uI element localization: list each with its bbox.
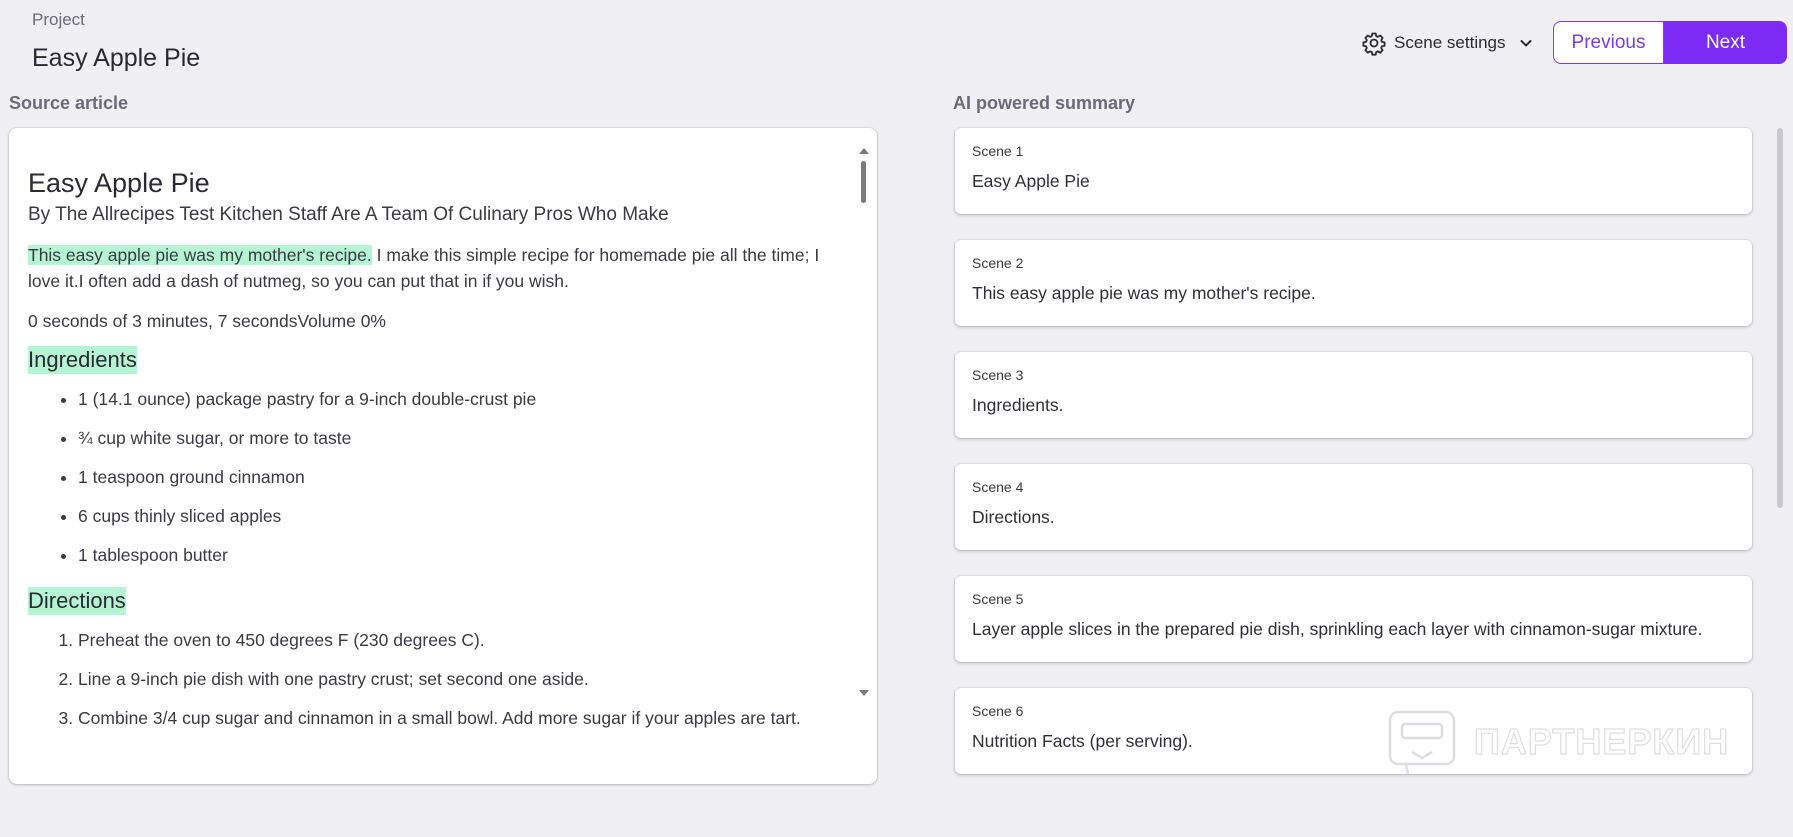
article-byline: By The Allrecipes Test Kitchen Staff Are A Team Of Culinary Pros Who Make xyxy=(28,204,669,225)
scene-card-4[interactable] xyxy=(955,464,1752,550)
scene-text[interactable]: Nutrition Facts (per serving). xyxy=(972,731,1193,751)
summary-heading: AI powered summary xyxy=(953,93,1136,113)
watermark xyxy=(1386,706,1729,778)
list-item: • ¾ cup white sugar, or more to taste xyxy=(78,419,828,458)
list-item: • 1 teaspoon ground cinnamon xyxy=(78,458,828,497)
partnerkin-logo-icon xyxy=(1386,706,1458,778)
watermark-text: ПАРТНЕРКИН xyxy=(1474,721,1730,762)
project-title: Easy Apple Pie xyxy=(32,44,201,72)
list-item: • 1 (14.1 ounce) package pastry for a 9-inch double-crust pie xyxy=(78,380,828,419)
article-scroll-area[interactable] xyxy=(9,128,864,728)
article-content xyxy=(9,150,864,830)
scene-label: Scene 6 xyxy=(972,703,1024,719)
intro-text: I make this simple recipe for homemade pie all the time; I love it.I often add a dash of nutmeg, so you can put that in if you wish. xyxy=(28,245,820,291)
scene-card-1[interactable] xyxy=(955,128,1752,214)
project-label: Project xyxy=(32,10,85,29)
scene-text[interactable]: Ingredients. xyxy=(972,395,1064,415)
list-item: • 1 tablespoon butter xyxy=(78,536,828,575)
article-title: Easy Apple Pie xyxy=(28,168,210,198)
scene-text[interactable]: Easy Apple Pie xyxy=(972,171,1090,191)
article-scrollbar[interactable] xyxy=(859,148,867,696)
scene-label: Scene 5 xyxy=(972,591,1024,607)
scene-card-2[interactable] xyxy=(955,240,1752,326)
scene-text[interactable]: This easy apple pie was my mother's recipe. xyxy=(972,283,1316,303)
directions-heading: Directions xyxy=(28,588,126,613)
article-intro xyxy=(28,242,828,294)
scene-text[interactable]: Layer apple slices in the prepared pie dish, sprinkling each layer with cinnamon-sugar mixture. xyxy=(972,619,1703,639)
video-status-line: 0 seconds of 3 minutes, 7 secondsVolume 0% xyxy=(28,311,386,331)
summary-scrollbar[interactable] xyxy=(1777,128,1783,508)
scene-settings-dropdown[interactable] xyxy=(1362,28,1534,58)
scene-card-5[interactable] xyxy=(955,576,1752,662)
previous-button[interactable]: Previous xyxy=(1553,21,1664,64)
scene-card-3[interactable] xyxy=(955,352,1752,438)
highlighted-sentence: This easy apple pie was my mother's recipe. xyxy=(28,245,372,265)
next-button[interactable]: Next xyxy=(1664,21,1787,64)
ingredients-list xyxy=(78,380,828,575)
scene-text[interactable]: Directions. xyxy=(972,507,1055,527)
scroll-up-arrow-icon[interactable] xyxy=(859,148,869,154)
scrollbar-thumb[interactable] xyxy=(861,161,866,203)
list-item: 3. Combine 3/4 cup sugar and cinnamon in a small bowl. Add more sugar if your apples are tart. xyxy=(78,699,828,738)
list-item: 1. Preheat the oven to 450 degrees F (230 degrees C). xyxy=(78,621,828,660)
list-item: 2. Line a 9-inch pie dish with one pastry crust; set second one aside. xyxy=(78,660,828,699)
scene-label: Scene 2 xyxy=(972,255,1024,271)
scene-label: Scene 3 xyxy=(972,367,1024,383)
scroll-down-arrow-icon[interactable] xyxy=(859,690,869,696)
directions-list xyxy=(78,621,828,738)
source-article-panel xyxy=(9,128,877,784)
list-item: • 6 cups thinly sliced apples xyxy=(78,497,828,536)
source-article-heading: Source article xyxy=(9,93,129,113)
navigation-buttons xyxy=(1553,21,1787,64)
scene-label: Scene 4 xyxy=(972,479,1024,495)
scene-label: Scene 1 xyxy=(972,143,1024,159)
summary-scene-list[interactable] xyxy=(952,126,1762,786)
chevron-down-icon xyxy=(1518,35,1534,51)
ingredients-heading: Ingredients xyxy=(28,347,137,372)
scene-settings-label: Scene settings xyxy=(1394,33,1506,52)
gear-icon xyxy=(1362,31,1386,55)
